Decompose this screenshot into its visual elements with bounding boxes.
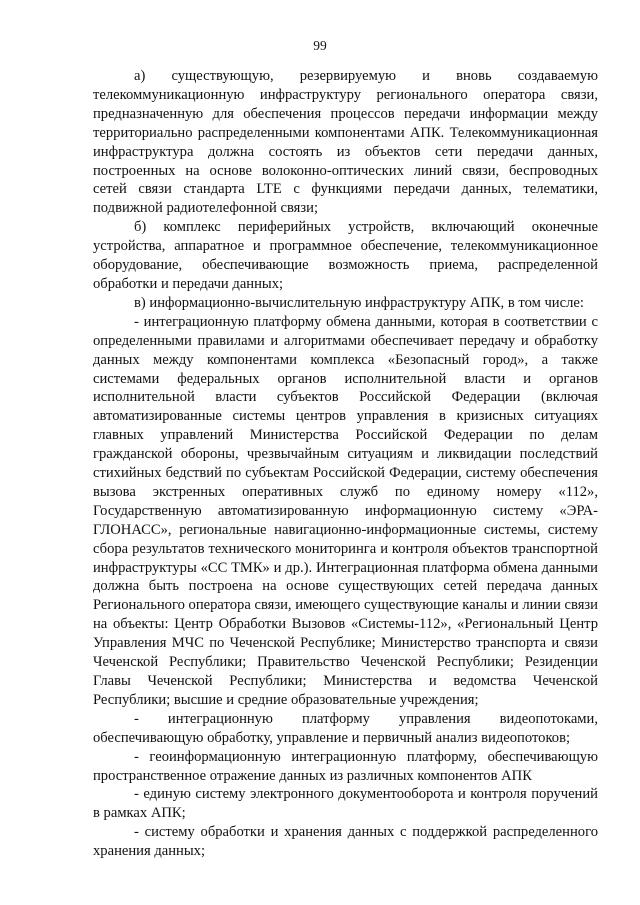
list-item-geo-platform: - геоинформационную интеграционную платформу, обеспечивающую пространственное отражение данных из различных компонентов АПК — [93, 748, 598, 784]
list-item-storage-system: - систему обработки и хранения данных с поддержкой распределенного хранения данных; — [93, 824, 598, 860]
list-item-video-platform: - интеграционную платформу управления видеопотоками, обеспечивающую обработку, управление и первичный анализ видеопотоков; — [93, 710, 598, 746]
paragraph-a: а) существующую, резервируемую и вновь создаваемую телекоммуникационную инфраструктуру регионального оператора связи, предназначенную для обеспечения процессов передачи информации между территориально распределенными компонентами АПК. Телекоммуникационная инфраструктура должна состоять из объектов сети передачи данных, построенных на основе волоконно-оптических линий связи, беспроводных сетей связи стандарта LTE с функциями передачи данных, телематики, подвижной радиотелефонной связи; — [93, 68, 598, 217]
list-item-edo-system: - единую систему электронного документооборота и контроля поручений в рамках АПК; — [93, 786, 598, 822]
list-item-integration-platform: - интеграционную платформу обмена данными, которая в соответствии с определенными правилами и алгоритмами обеспечивает передачу и обработку данных между компонентами комплекса «Безопасный город», а также системами федеральных органов исполнительной власти и органов исполнительной власти субъектов Российской Федерации (включая автоматизированные системы центров управления в кризисных ситуациях главных управлений Министерства Российской Федерации по делам гражданской обороны, чрезвычайным ситуациям и ликвидации последствий стихийных бедствий по субъектам Российской Федерации, систему обеспечения вызова экстренных оперативных служб по единому номеру «112», Государственную автоматизированную информационную систему «ЭРА-ГЛОНАСС», региональные навигационно-информационные системы, систему сбора результатов технического мониторинга и контроля объектов транспортной инфраструктуры «СС ТМК» и др.). Интеграционная платформа обмена данными должна быть построена на основе существующих сетей передача данных Регионального оператора связи, имеющего существующие каналы и линии связи на объекты: Центр Обработки Вызовов «Системы-112», «Региональный Центр Управления МЧС по Чеченской Республике; Министерство транспорта и связи Чеченской Республики; Правительство Чеченской Республики; Резиденции Главы Чеченской Республики; Министерства и ведомства Чеченской Республики; высшие и средние образовательные учреждения; — [93, 313, 598, 708]
page-number: 99 — [313, 38, 327, 53]
document-body — [93, 67, 598, 861]
paragraph-c: в) информационно-вычислительную инфраструктуру АПК, в том числе: — [134, 294, 584, 311]
paragraph-b: б) комплекс периферийных устройств, включающий оконечные устройства, аппаратное и программное обеспечение, телекоммуникационное оборудование, обеспечивающие возможность приема, распределенной обработки и передачи данных; — [93, 219, 598, 292]
